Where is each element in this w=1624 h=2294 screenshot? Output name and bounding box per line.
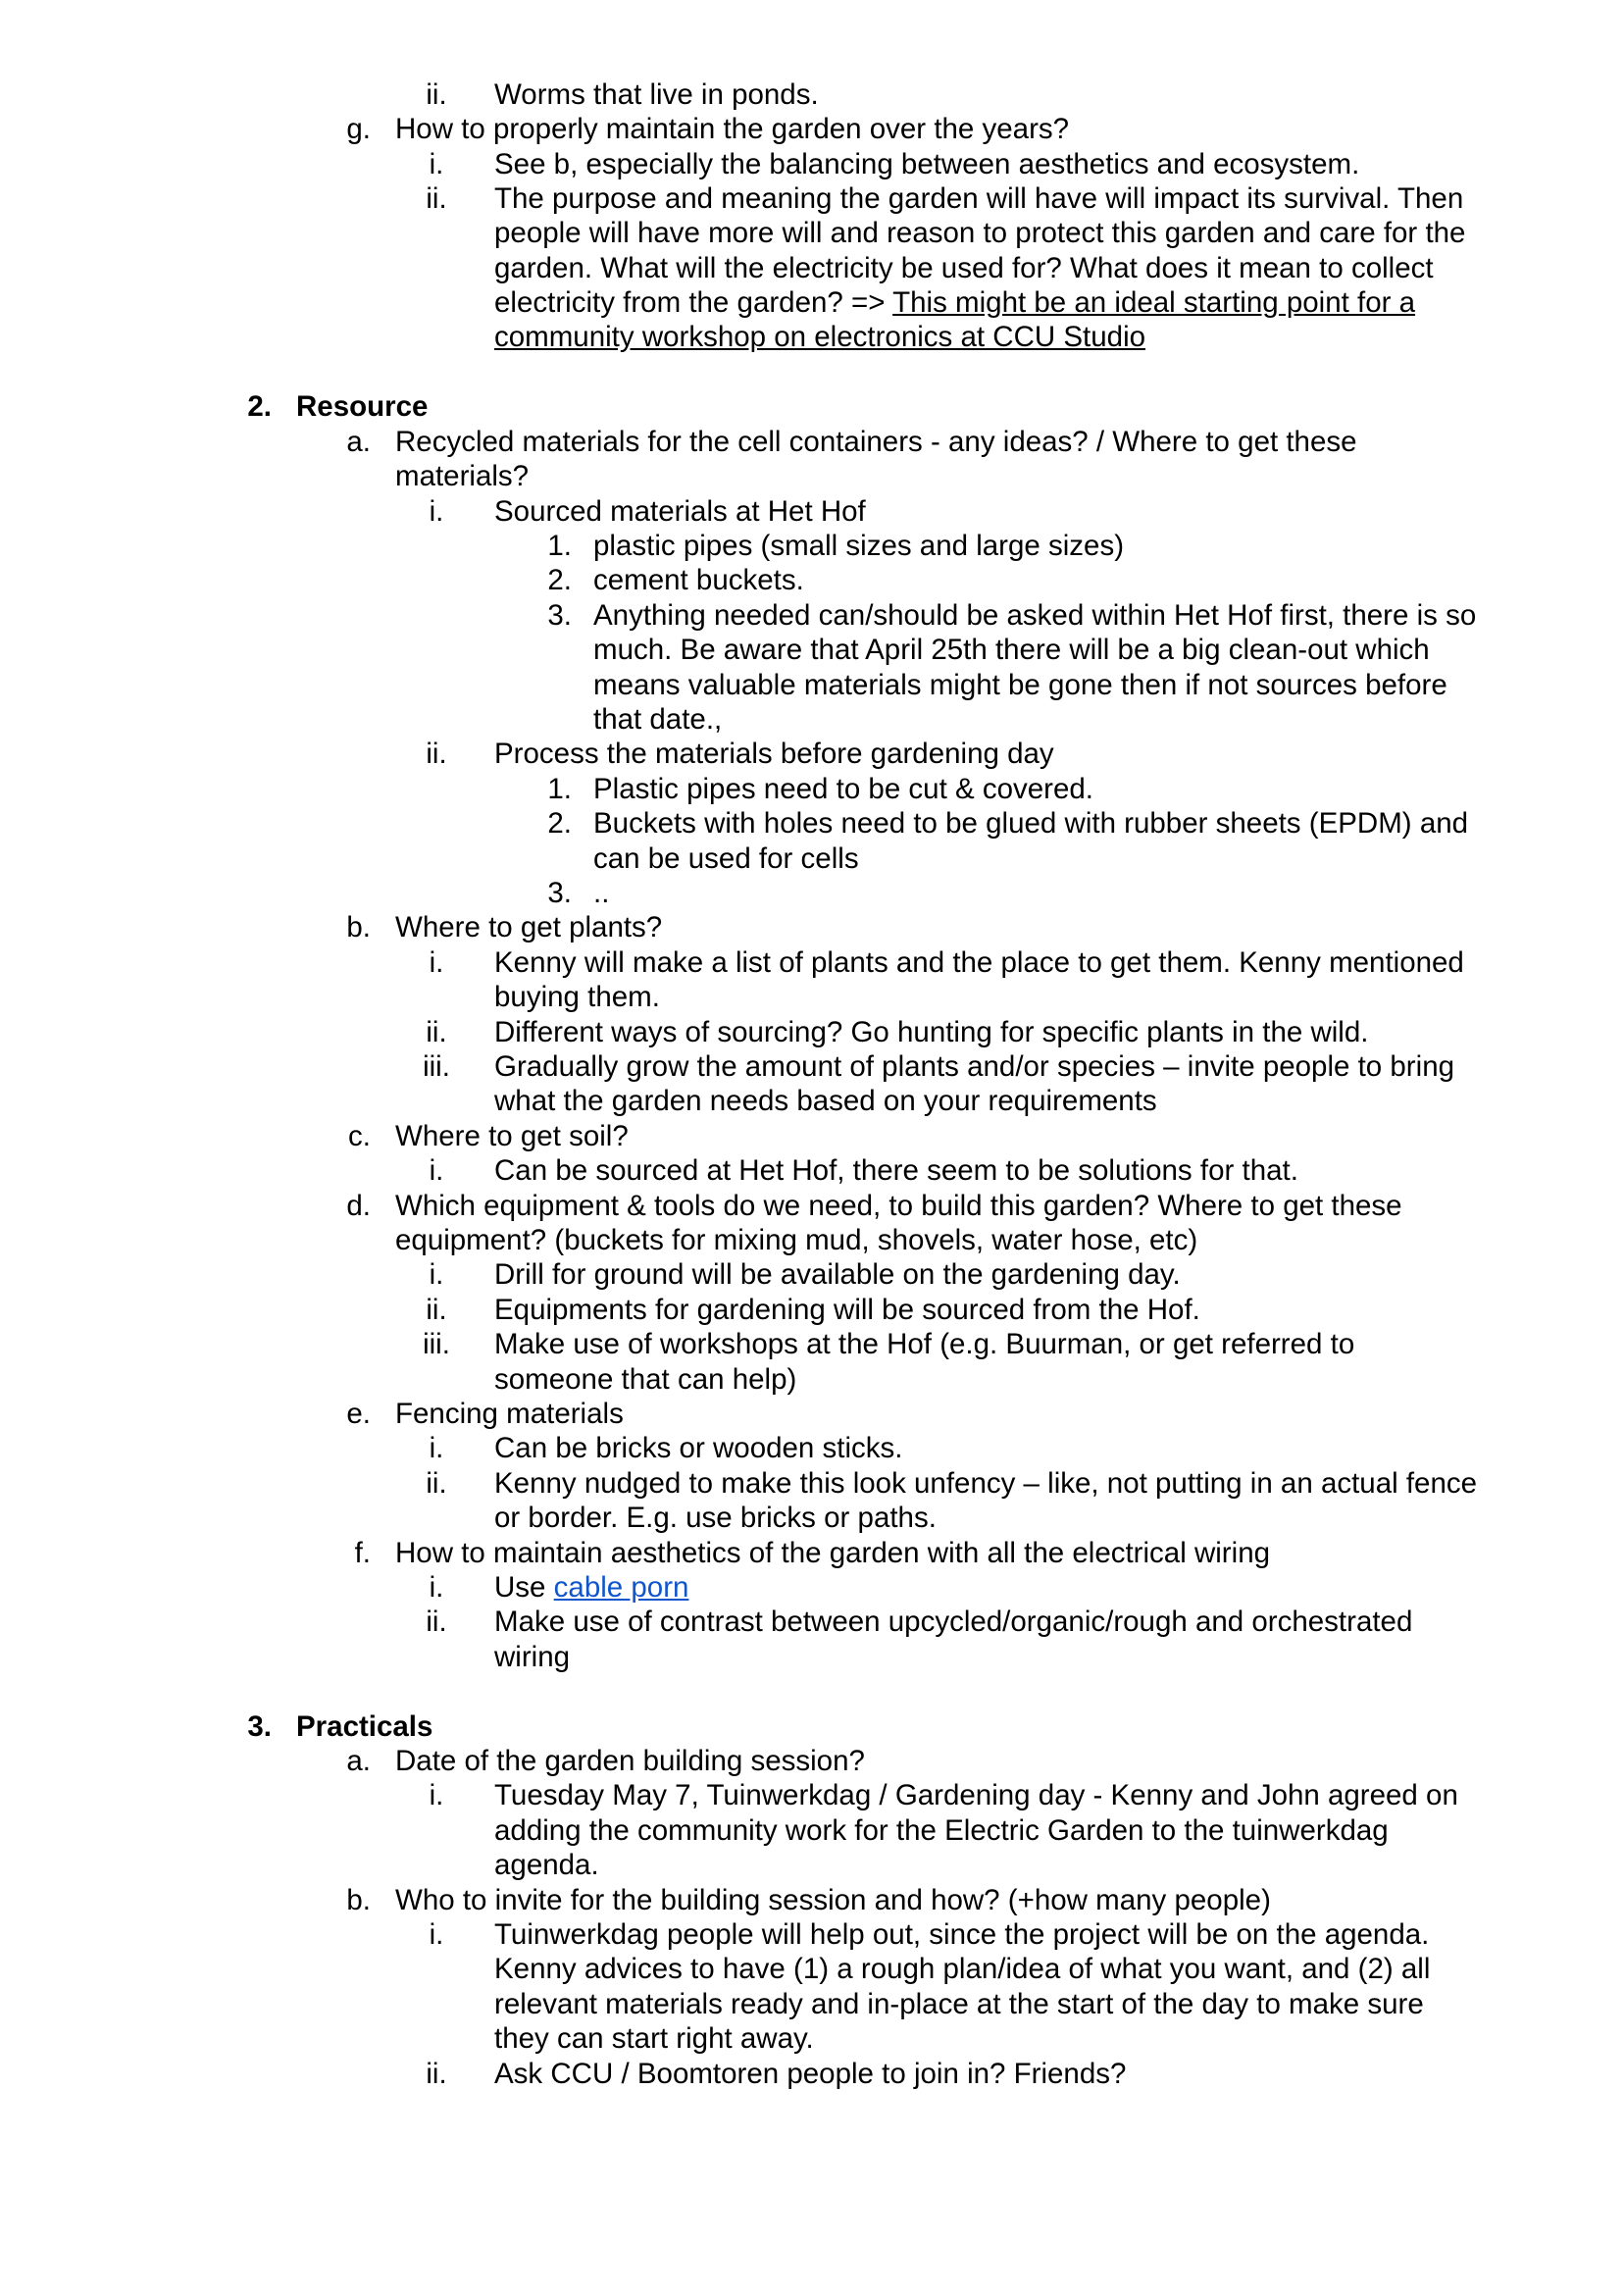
list-item-text: Kenny will make a list of plants and the place to get them. Kenny mentioned xyxy=(494,946,1464,979)
list-item-text: garden. What will the electricity be used for? What does it mean to collect xyxy=(494,252,1434,284)
list-item-text: Process the materials before gardening day xyxy=(494,738,1054,770)
list-item-text: can be used for cells xyxy=(593,842,859,875)
list-marker: i. xyxy=(429,1779,444,1811)
list-item-text: someone that can help) xyxy=(494,1363,797,1396)
list-item-text: Make use of workshops at the Hof (e.g. Buurman, or get referred to xyxy=(494,1328,1355,1360)
list-item-text: Tuesday May 7, Tuinwerkdag / Gardening day - Kenny and John agreed on xyxy=(494,1779,1458,1811)
list-marker: i. xyxy=(429,946,444,979)
list-marker: ii. xyxy=(426,1606,447,1638)
list-item-text xyxy=(494,285,1415,321)
section-heading: Resource xyxy=(296,390,429,423)
list-item-text: means valuable materials might be gone then if not sources before xyxy=(593,669,1447,701)
inline-text: electricity from the garden? => xyxy=(494,286,893,319)
list-item-text: See b, especially the balancing between aesthetics and ecosystem. xyxy=(494,148,1360,180)
list-marker: i. xyxy=(429,1918,444,1951)
list-item-text: relevant materials ready and in-place at the start of the day to make sure xyxy=(494,1988,1424,2020)
list-item-text: Where to get soil? xyxy=(395,1120,629,1152)
list-marker: ii. xyxy=(426,2058,447,2090)
list-item-text: agenda. xyxy=(494,1849,599,1881)
list-marker: i. xyxy=(429,1154,444,1187)
list-item-text xyxy=(494,1570,688,1606)
list-item-text: Make use of contrast between upcycled/organic/rough and orchestrated xyxy=(494,1606,1413,1638)
section-heading: Practicals xyxy=(296,1710,433,1743)
list-item-text: Sourced materials at Het Hof xyxy=(494,495,866,528)
list-item-text: that date., xyxy=(593,703,723,736)
list-item-text: Where to get plants? xyxy=(395,911,663,943)
list-item-text: Kenny advices to have (1) a rough plan/idea of what you want, and (2) all xyxy=(494,1953,1431,1985)
list-marker: 2. xyxy=(547,564,572,596)
list-marker: a. xyxy=(346,1745,371,1777)
list-item-text: materials? xyxy=(395,460,530,492)
list-item-text: buying them. xyxy=(494,981,660,1013)
list-marker: ii. xyxy=(426,1294,447,1326)
list-marker: b. xyxy=(346,911,371,943)
list-item-text: Drill for ground will be available on the gardening day. xyxy=(494,1258,1181,1291)
section-number: 3. xyxy=(247,1710,272,1743)
list-marker: i. xyxy=(429,1432,444,1464)
list-item-text: Ask CCU / Boomtoren people to join in? Friends? xyxy=(494,2058,1127,2090)
list-item-text: Can be sourced at Het Hof, there seem to be solutions for that. xyxy=(494,1154,1298,1187)
list-marker: iii. xyxy=(423,1328,450,1360)
list-item-text: Gradually grow the amount of plants and/or species – invite people to bring xyxy=(494,1050,1455,1083)
list-item-text: Worms that live in ponds. xyxy=(494,78,819,111)
cable-porn-link[interactable]: cable porn xyxy=(553,1571,689,1604)
list-marker: ii. xyxy=(426,78,447,111)
list-marker: a. xyxy=(346,426,371,458)
list-marker: i. xyxy=(429,1258,444,1291)
list-marker: ii. xyxy=(426,182,447,215)
section-number: 2. xyxy=(247,390,272,423)
list-marker: c. xyxy=(348,1120,371,1152)
inline-text: Use xyxy=(494,1571,554,1604)
list-item-text: Equipments for gardening will be sourced from the Hof. xyxy=(494,1294,1200,1326)
list-item-text: Different ways of sourcing? Go hunting for specific plants in the wild. xyxy=(494,1016,1369,1048)
list-marker: g. xyxy=(346,113,371,145)
underlined-text: community workshop on electronics at CCU Studio xyxy=(494,321,1146,353)
list-item-text: adding the community work for the Electric Garden to the tuinwerkdag xyxy=(494,1814,1389,1847)
list-marker: 3. xyxy=(547,599,572,632)
list-marker: b. xyxy=(346,1884,371,1916)
list-marker: 2. xyxy=(547,807,572,840)
list-item-text: Tuinwerkdag people will help out, since the project will be on the agenda. xyxy=(494,1918,1430,1951)
list-marker: d. xyxy=(346,1190,371,1222)
list-item-text: How to maintain aesthetics of the garden with all the electrical wiring xyxy=(395,1537,1271,1569)
list-item-text: Date of the garden building session? xyxy=(395,1745,865,1777)
list-item-text: or border. E.g. use bricks or paths. xyxy=(494,1502,937,1534)
list-item-text: The purpose and meaning the garden will have will impact its survival. Then xyxy=(494,182,1464,215)
list-marker: i. xyxy=(429,495,444,528)
list-item-text: How to properly maintain the garden over the years? xyxy=(395,113,1070,145)
list-item-text: Buckets with holes need to be glued with rubber sheets (EPDM) and xyxy=(593,807,1469,840)
list-item-text: Kenny nudged to make this look unfency – like, not putting in an actual fence xyxy=(494,1467,1478,1500)
list-item-text: equipment? (buckets for mixing mud, shovels, water hose, etc) xyxy=(395,1224,1198,1256)
list-marker: i. xyxy=(429,148,444,180)
list-marker: f. xyxy=(354,1537,371,1569)
list-item-text: Who to invite for the building session and how? (+how many people) xyxy=(395,1884,1271,1916)
list-marker: ii. xyxy=(426,1016,447,1048)
list-item-text: Can be bricks or wooden sticks. xyxy=(494,1432,903,1464)
list-marker: ii. xyxy=(426,1467,447,1500)
list-marker: 1. xyxy=(547,773,572,805)
list-marker: ii. xyxy=(426,738,447,770)
list-item-text: they can start right away. xyxy=(494,2022,814,2055)
list-marker: 3. xyxy=(547,877,572,909)
list-item-text: Which equipment & tools do we need, to build this garden? Where to get these xyxy=(395,1190,1402,1222)
underlined-text: This might be an ideal starting point for a xyxy=(892,286,1416,319)
list-marker: e. xyxy=(346,1398,371,1430)
list-item-text: cement buckets. xyxy=(593,564,804,596)
list-item-text: much. Be aware that April 25th there will be a big clean-out which xyxy=(593,634,1430,666)
list-item-text: Fencing materials xyxy=(395,1398,624,1430)
list-marker: iii. xyxy=(423,1050,450,1083)
list-item-text: plastic pipes (small sizes and large sizes) xyxy=(593,530,1125,562)
list-item-text: .. xyxy=(593,877,610,909)
list-item-text: what the garden needs based on your requirements xyxy=(494,1085,1157,1117)
list-item-text: wiring xyxy=(494,1641,571,1673)
list-item-text: Anything needed can/should be asked within Het Hof first, there is so xyxy=(593,599,1477,632)
list-item-text: Recycled materials for the cell containers - any ideas? / Where to get these xyxy=(395,426,1357,458)
list-marker: i. xyxy=(429,1571,444,1604)
list-item-text: Plastic pipes need to be cut & covered. xyxy=(593,773,1093,805)
list-marker: 1. xyxy=(547,530,572,562)
list-item-text: people will have more will and reason to protect this garden and care for the xyxy=(494,217,1466,249)
